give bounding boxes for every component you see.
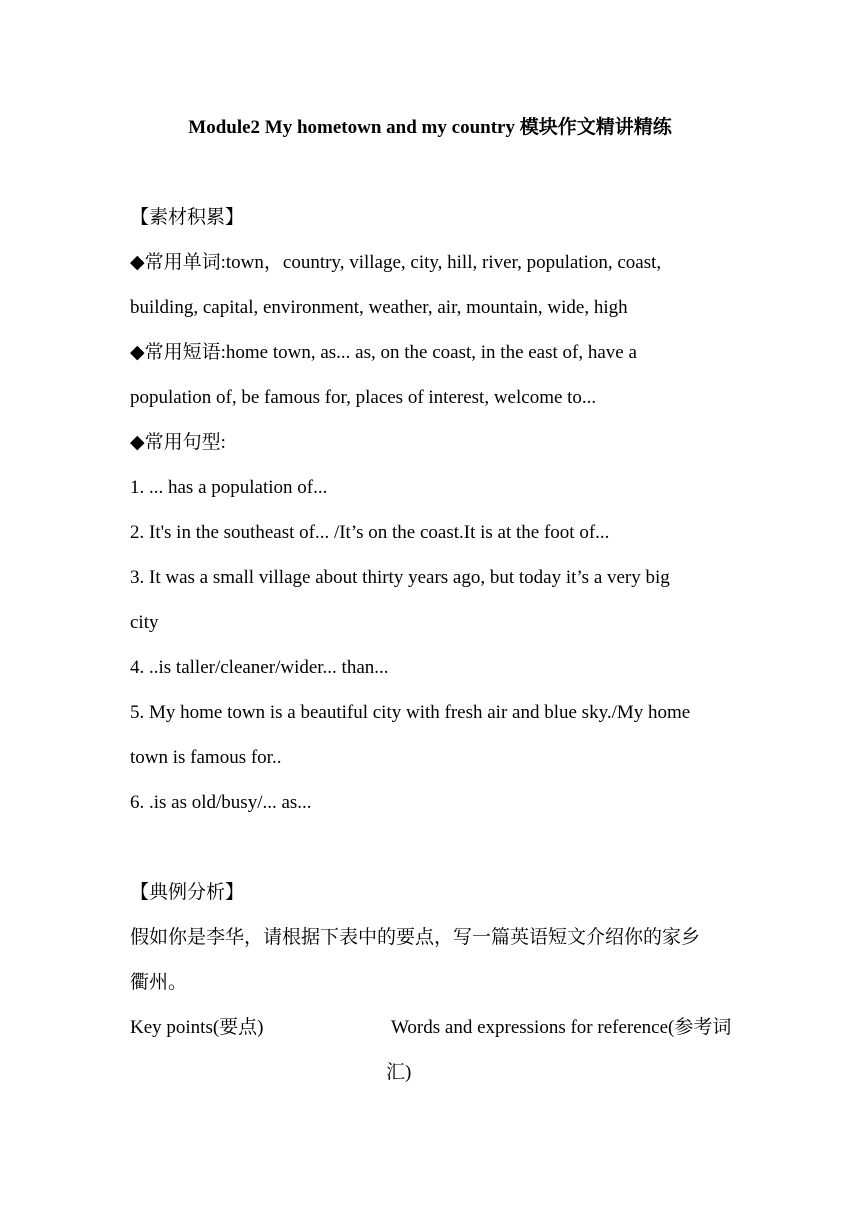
document-title: Module2 My hometown and my country 模块作文精讲精练 [188, 117, 672, 138]
common-words-line-1: ◆常用单词:town，country, village, city, hill, river, population, coast, [130, 252, 662, 273]
section-heading-materials: 【素材积累】 [130, 207, 245, 228]
sentence-item-continuation: city [130, 612, 159, 633]
sentence-item-continuation: town is famous for.. [130, 747, 282, 768]
sentence-item: 4. ..is taller/cleaner/wider... than... [130, 657, 389, 678]
common-sentences-heading: ◆常用句型: [130, 432, 226, 453]
table-header-key-points: Key points(要点) [130, 1017, 264, 1038]
section-heading-example: 【典例分析】 [130, 882, 245, 903]
sentence-item: 3. It was a small village about thirty years ago, but today it’s a very big [130, 567, 670, 588]
table-header-reference-words: Words and expressions for reference(参考词 [391, 1017, 732, 1038]
sentence-item: 1. ... has a population of... [130, 477, 328, 498]
sentence-item: 6. .is as old/busy/... as... [130, 792, 312, 813]
sentence-item: 5. My home town is a beautiful city with fresh air and blue sky./My home [130, 702, 691, 723]
prompt-line-2: 衢州。 [130, 972, 188, 993]
common-phrases-line-2: population of, be famous for, places of interest, welcome to... [130, 387, 597, 408]
table-header-reference-words-continuation: 汇) [386, 1062, 412, 1083]
prompt-line-1: 假如你是李华，请根据下表中的要点，写一篇英语短文介绍你的家乡 [130, 927, 701, 948]
sentence-item: 2. It's in the southeast of... /It’s on the coast.It is at the foot of... [130, 522, 610, 543]
common-words-line-2: building, capital, environment, weather, air, mountain, wide, high [130, 297, 628, 318]
common-phrases-line-1: ◆常用短语:home town, as... as, on the coast, in the east of, have a [130, 342, 637, 363]
